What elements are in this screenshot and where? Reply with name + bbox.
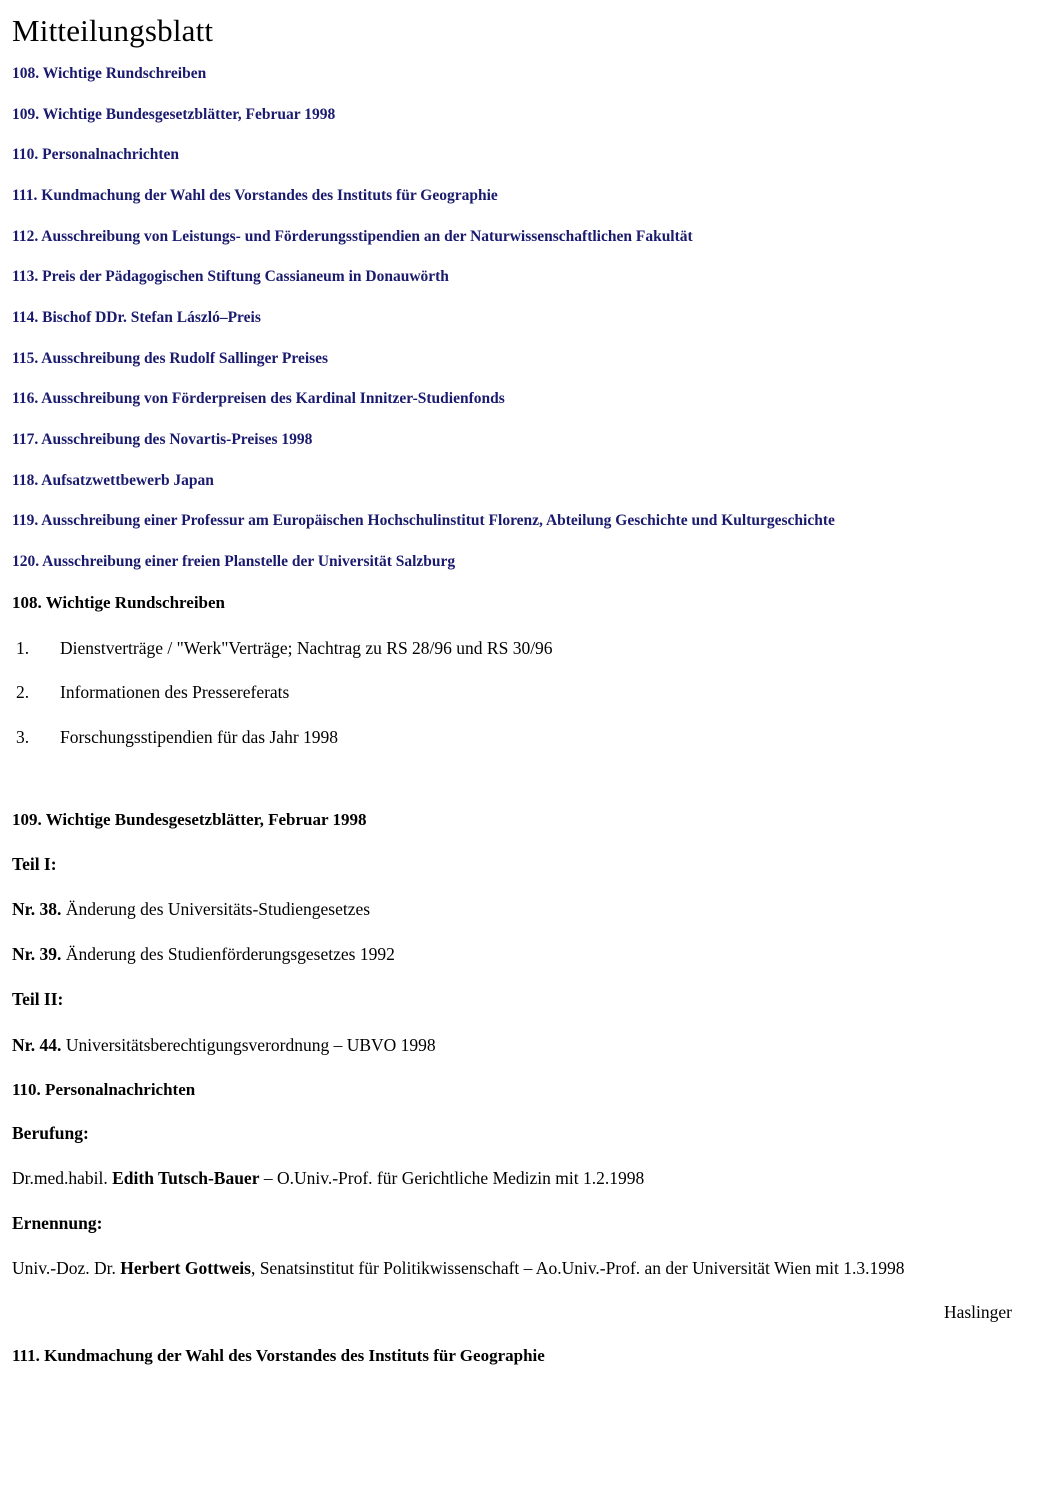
bgbl-nr38-label: Nr. 38. [12, 899, 62, 920]
berufung-label: Berufung: [12, 1122, 89, 1143]
section-spacer [12, 771, 1028, 809]
toc-link-110[interactable]: 110. Personalnachrichten [12, 146, 180, 164]
list-item [12, 637, 1028, 660]
toc-link-109[interactable]: 109. Wichtige Bundesgesetzblätter, Februar 1998 [12, 105, 336, 123]
teil-1-label: Teil I: [12, 854, 57, 875]
list-item-text: Informationen des Pressereferats [60, 682, 290, 703]
toc-link-120[interactable]: 120. Ausschreibung einer freien Planstelle der Universität Salzburg [12, 552, 456, 570]
teil-2-label: Teil II: [12, 989, 64, 1010]
toc-link-113[interactable]: 113. Preis der Pädagogischen Stiftung Cassianeum in Donauwörth [12, 268, 449, 286]
list-item [12, 681, 1028, 704]
ernennung-label: Ernennung: [12, 1213, 103, 1234]
section-heading-109: 109. Wichtige Bundesgesetzblätter, Februar 1998 [12, 809, 367, 829]
toc-link-118[interactable]: 118. Aufsatzwettbewerb Japan [12, 471, 214, 489]
list-item [12, 726, 1028, 749]
list-item-number: 3. [16, 727, 30, 748]
section-heading-108: 108. Wichtige Rundschreiben [12, 593, 226, 613]
toc-link-116[interactable]: 116. Ausschreibung von Förderpreisen des Kardinal Innitzer-Studienfonds [12, 390, 505, 408]
toc-link-112[interactable]: 112. Ausschreibung von Leistungs- und Förderungsstipendien an der Naturwissenschaftlichen Fakultät [12, 227, 693, 245]
bgbl-entry-nr39 [12, 943, 1028, 966]
berufung-suffix: – O.Univ.-Prof. für Gerichtliche Medizin mit 1.2.1998 [259, 1167, 645, 1188]
toc-link-111[interactable]: 111. Kundmachung der Wahl des Vorstandes des Instituts für Geographie [12, 187, 498, 205]
ernennung-prefix: Univ.-Doz. Dr. [12, 1258, 121, 1279]
list-item-text: Forschungsstipendien für das Jahr 1998 [60, 727, 339, 748]
toc-link-114[interactable]: 114. Bischof DDr. Stefan László–Preis [12, 308, 261, 326]
toc-link-115[interactable]: 115. Ausschreibung des Rudolf Sallinger Preises [12, 349, 329, 367]
ernennung-entry [12, 1257, 1028, 1280]
toc-link-117[interactable]: 117. Ausschreibung des Novartis-Preises 1998 [12, 430, 313, 448]
section-heading-111: 111. Kundmachung der Wahl des Vorstandes des Instituts für Geographie [12, 1346, 545, 1366]
bgbl-entry-nr38 [12, 898, 1028, 921]
bgbl-entry-nr44 [12, 1034, 1028, 1057]
ernennung-suffix: , Senatsinstitut für Politikwissenschaft – Ao.Univ.-Prof. an der Universität Wien mit 1.3.1998 [250, 1258, 905, 1279]
bgbl-nr44-text: Universitätsberechtigungsverordnung – UBVO 1998 [61, 1034, 436, 1055]
list-item-text: Dienstverträge / "Werk"Verträge; Nachtrag zu RS 28/96 und RS 30/96 [60, 637, 553, 658]
section-heading-110: 110. Personalnachrichten [12, 1079, 196, 1099]
list-item-number: 2. [16, 682, 30, 703]
berufung-prefix: Dr.med.habil. [12, 1167, 113, 1188]
list-item-number: 1. [16, 637, 30, 658]
page-title: Mitteilungsblatt [12, 13, 214, 48]
berufung-person-name: Edith Tutsch-Bauer [112, 1167, 260, 1188]
berufung-entry [12, 1167, 1028, 1190]
bgbl-nr44-label: Nr. 44. [12, 1034, 62, 1055]
toc-link-108[interactable]: 108. Wichtige Rundschreiben [12, 65, 207, 83]
bgbl-nr39-text: Änderung des Studienförderungsgesetzes 1992 [61, 944, 395, 965]
toc-link-119[interactable]: 119. Ausschreibung einer Professur am Europäischen Hochschulinstitut Florenz, Abteilung Geschichte und Kulturgeschichte [12, 512, 835, 530]
ernennung-person-name: Herbert Gottweis [120, 1258, 251, 1279]
section-108-list [12, 637, 1028, 749]
bgbl-nr38-text: Änderung des Universitäts-Studiengesetzes [61, 899, 371, 920]
bgbl-nr39-label: Nr. 39. [12, 944, 62, 965]
signature: Haslinger [943, 1302, 1012, 1323]
table-of-contents [12, 64, 1028, 572]
